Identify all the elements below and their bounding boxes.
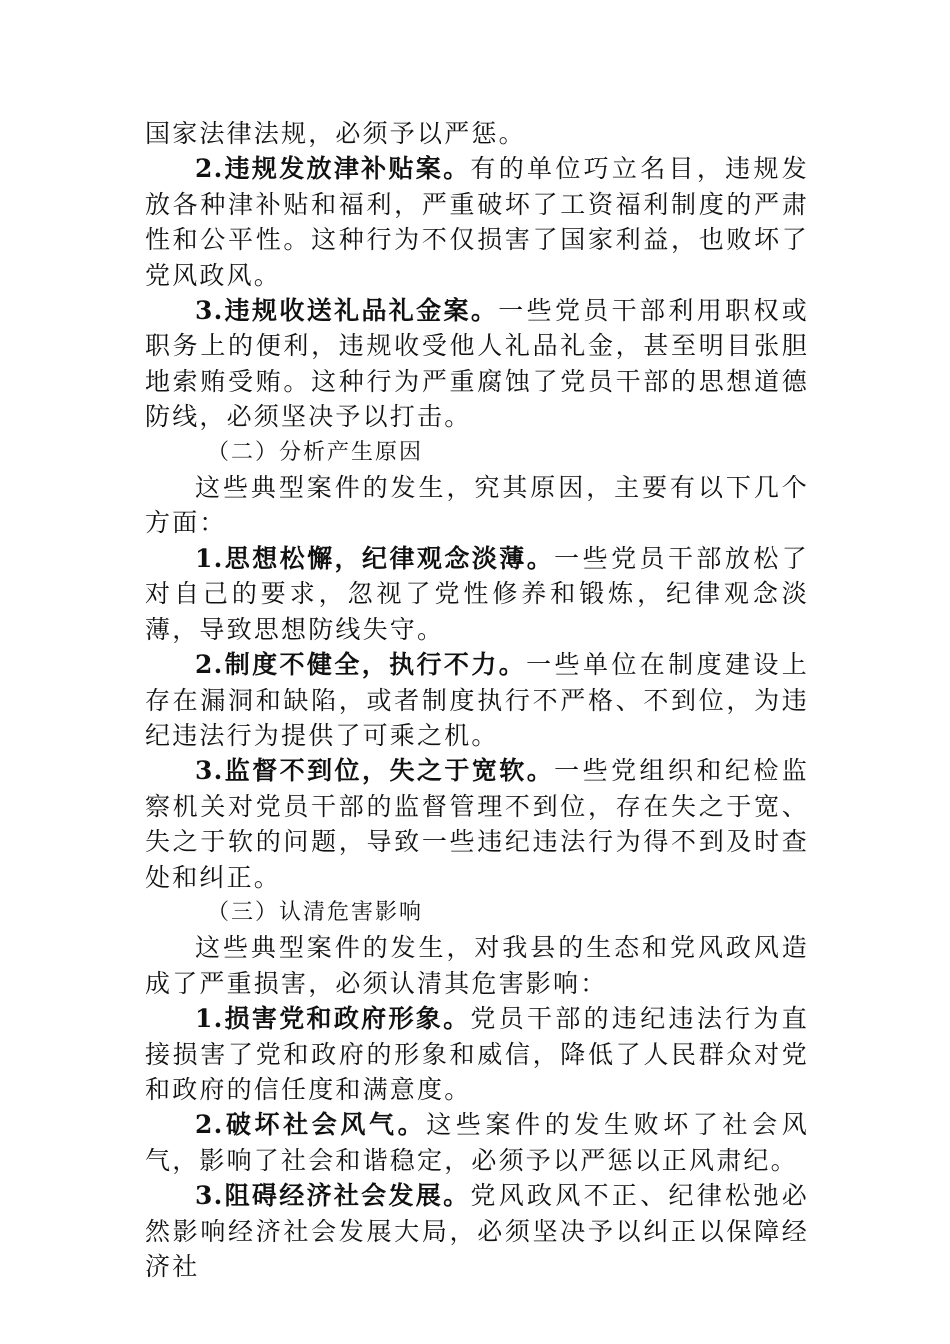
paragraph-text: 有的单位巧立名目，违规发放各种津补贴和福利，严重破坏了工资福利制度的严肃性和公平性。这种行为不仅损害了国家利益，也败坏了党风政风。 [145,154,809,290]
paragraph-harms-intro [145,930,809,1001]
paragraph-lead: 2.破坏社会风气。 [195,1110,427,1140]
paragraph-case-3 [145,293,809,435]
heading-text: （三）认清危害影响 [207,899,424,925]
paragraph-causes-intro [145,470,809,541]
paragraph-lead: 3.违规收送礼品礼金案。 [195,296,499,326]
paragraph-cause-2 [145,647,809,753]
paragraph-text: 这些典型案件的发生，对我县的生态和党风政风造成了严重损害，必须认清其危害影响： [145,933,809,998]
paragraph-text: 这些典型案件的发生，究其原因，主要有以下几个方面： [145,473,809,538]
paragraph-text: 党员干部的违纪违法行为直接损害了党和政府的形象和威信，降低了人民群众对党和政府的信任度和满意度。 [145,1004,809,1104]
paragraph-lead: 1.思想松懈，纪律观念淡薄。 [195,543,555,573]
paragraph-lead: 3.监督不到位，失之于宽软。 [195,756,555,786]
heading-text: （二）分析产生原因 [207,439,424,465]
paragraph-lead: 1.损害党和政府形象。 [195,1004,471,1034]
paragraph-text: 一些党组织和纪检监察机关对党员干部的监督管理不到位，存在失之于宽、失之于软的问题，导致一些违纪违法行为得不到及时查处和纠正。 [145,756,809,892]
paragraph-cause-1 [145,541,809,647]
paragraph-harm-1 [145,1001,809,1107]
paragraph-case-2 [145,151,809,293]
paragraph-lead: 3.阻碍经济社会发展。 [195,1181,471,1211]
paragraph-text: 这些案件的发生败坏了社会风气，影响了社会和谐稳定，必须予以严惩以正风肃纪。 [145,1110,809,1175]
paragraph-text: 国家法律法规，必须予以严惩。 [145,119,526,148]
paragraph-cause-3 [145,753,809,895]
paragraph-lead: 2.违规发放津补贴案。 [195,154,471,184]
section-heading-harms [145,895,809,930]
paragraph-text: 一些党员干部利用职权或职务上的便利，违规收受他人礼品礼金，甚至明目张胆地索贿受贿。这种行为严重腐蚀了党员干部的思想道德防线，必须坚决予以打击。 [145,296,810,432]
document-page [145,116,809,1284]
paragraph-harm-2 [145,1107,809,1178]
section-heading-causes [145,435,809,470]
paragraph-lead: 2.制度不健全，执行不力。 [195,650,527,680]
paragraph-text: 党风政风不正、纪律松弛必然影响经济社会发展大局，必须坚决予以纠正以保障经济社 [145,1181,809,1281]
paragraph-text: 一些党员干部放松了对自己的要求，忽视了党性修养和锻炼，纪律观念淡薄，导致思想防线失守。 [145,543,809,644]
paragraph-harm-3 [145,1178,809,1284]
paragraph-continuation [145,116,809,151]
paragraph-text: 一些单位在制度建设上存在漏洞和缺陷，或者制度执行不严格、不到位，为违纪违法行为提供了可乘之机。 [145,650,809,750]
